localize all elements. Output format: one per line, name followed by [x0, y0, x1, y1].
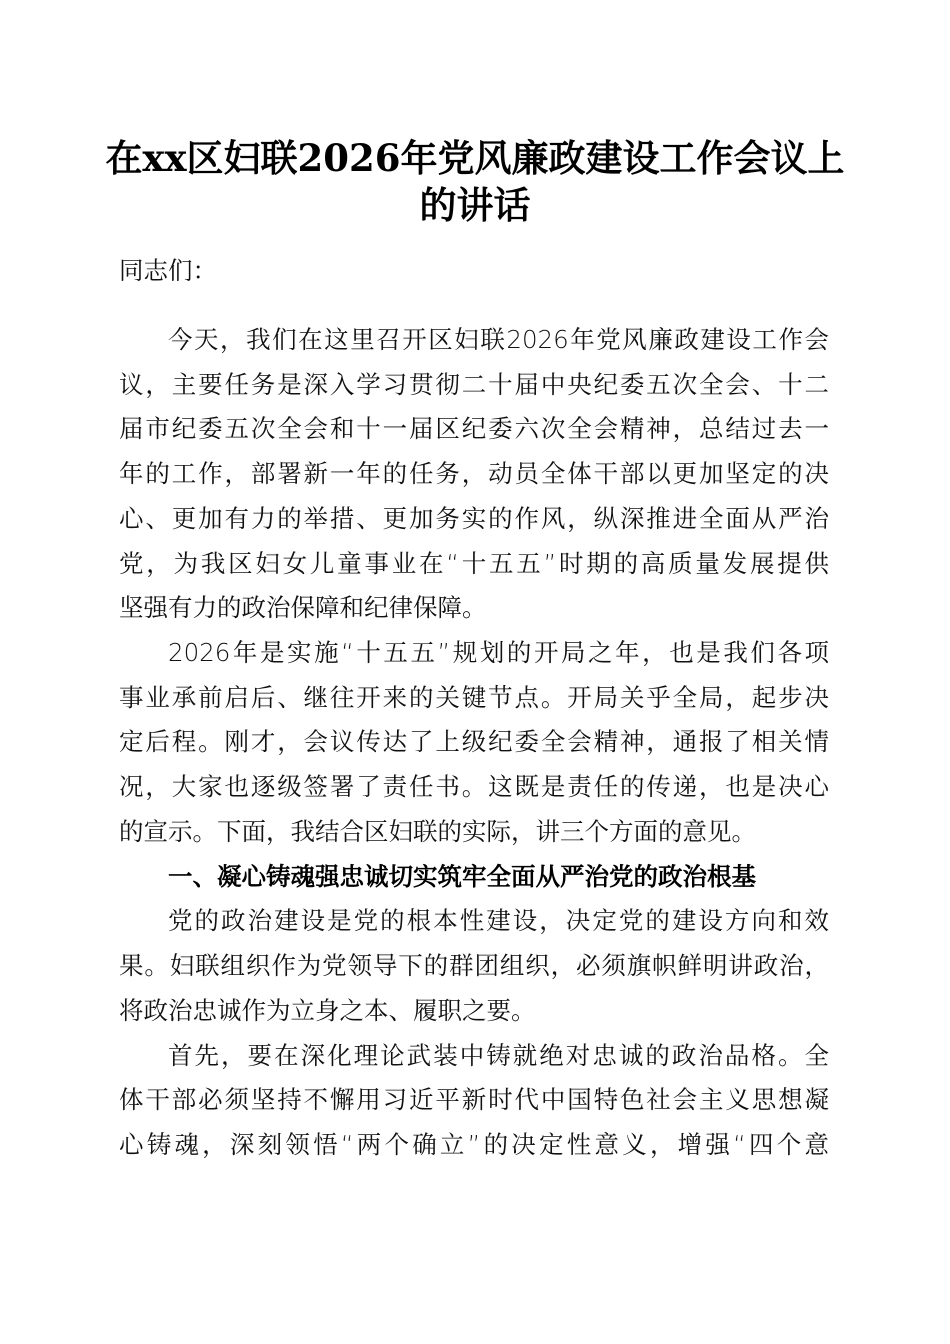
paragraph-4-line-1: 首先，要在深化理论武装中铸就绝对忠诚的政治品格。全: [168, 1041, 829, 1070]
paragraph-2-line-1: 2026年是实施“十五五”规划的开局之年，也是我们各项: [168, 638, 829, 667]
paragraph-4-line-2: 体干部必须坚持不懈用习近平新时代中国特色社会主义思想凝: [119, 1085, 829, 1114]
paragraph-3-line-2: 果。妇联组织作为党领导下的群团组织，必须旗帜鲜明讲政治，: [119, 951, 829, 980]
paragraph-1-line-1: 今天，我们在这里召开区妇联2026年党风廉政建设工作会: [168, 325, 829, 354]
paragraph-3-line-1: 党的政治建设是党的根本性建设，决定党的建设方向和效: [168, 906, 829, 935]
paragraph-2-line-2: 事业承前启后、继往开来的关键节点。开局关乎全局，起步决: [119, 683, 829, 712]
paragraph-1-line-6: 党，为我区妇女儿童事业在“十五五”时期的高质量发展提供: [119, 549, 829, 578]
paragraph-1-line-2: 议，主要任务是深入学习贯彻二十届中央纪委五次全会、十二: [119, 370, 829, 399]
document-title-line-2: 的讲话: [419, 183, 531, 227]
paragraph-4-line-3: 心铸魂，深刻领悟“两个确立”的决定性意义，增强“四个意: [119, 1130, 829, 1159]
paragraph-1-line-4: 年的工作，部署新一年的任务，动员全体干部以更加坚定的决: [119, 459, 829, 488]
salutation: 同志们：: [119, 256, 217, 285]
paragraph-1-line-7: 坚强有力的政治保障和纪律保障。: [119, 593, 487, 622]
document-title-line-1: 在xx区妇联2026年党风廉政建设工作会议上: [105, 136, 845, 180]
paragraph-2-line-3: 定后程。刚才，会议传达了上级纪委全会精神，通报了相关情: [119, 727, 829, 756]
section-heading-1: 一、凝心铸魂强忠诚切实筑牢全面从严治党的政治根基: [168, 862, 756, 891]
paragraph-2-line-5: 的宣示。下面，我结合区妇联的实际，讲三个方面的意见。: [119, 817, 756, 846]
paragraph-1-line-3: 届市纪委五次全会和十一届区纪委六次全会精神，总结过去一: [119, 414, 829, 443]
paragraph-3-line-3: 将政治忠诚作为立身之本、履职之要。: [119, 996, 536, 1025]
paragraph-1-line-5: 心、更加有力的举措、更加务实的作风，纵深推进全面从严治: [119, 504, 829, 533]
paragraph-2-line-4: 况，大家也逐级签署了责任书。这既是责任的传递，也是决心: [119, 772, 829, 801]
